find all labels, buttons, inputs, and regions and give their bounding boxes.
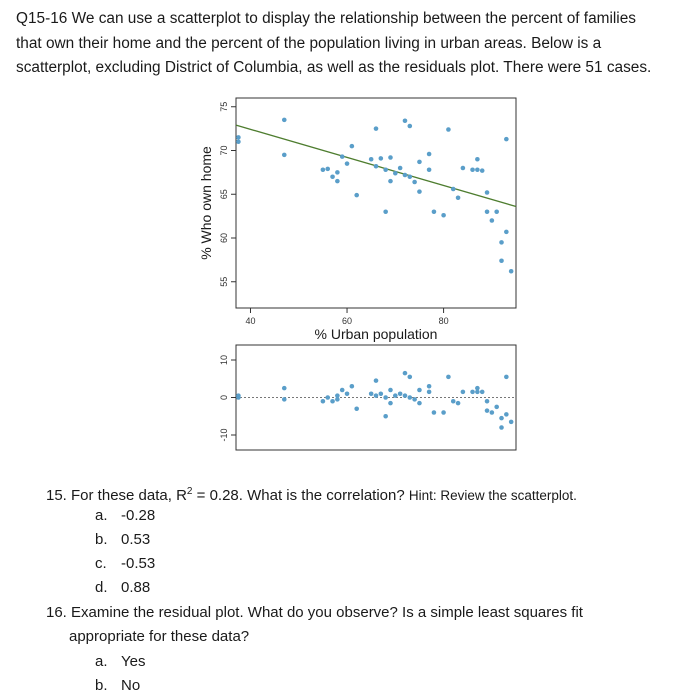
residual-point bbox=[432, 410, 437, 415]
residual-point bbox=[383, 414, 388, 419]
scatter-point bbox=[499, 258, 504, 263]
scatter-point bbox=[407, 174, 412, 179]
scatter-y-axis-label: % Who own home bbox=[198, 146, 214, 260]
residual-point bbox=[403, 393, 408, 398]
scatter-point bbox=[335, 170, 340, 175]
scatter-point bbox=[383, 209, 388, 214]
q15-option-c-text: -0.53 bbox=[121, 555, 156, 572]
residual-point bbox=[369, 391, 374, 396]
scatter-point bbox=[321, 167, 326, 172]
scatter-point bbox=[236, 135, 241, 140]
scatter-point bbox=[441, 213, 446, 218]
y-tick-label: 55 bbox=[219, 276, 229, 287]
scatter-point bbox=[461, 166, 466, 171]
y-tick-label: 75 bbox=[219, 101, 229, 112]
residual-point bbox=[490, 410, 495, 415]
scatter-points bbox=[236, 118, 513, 274]
scatter-point bbox=[330, 174, 335, 179]
scatter-point bbox=[475, 167, 480, 172]
residual-point bbox=[446, 375, 451, 380]
scatter-x-axis-label: % Urban population bbox=[314, 326, 438, 342]
residual-point bbox=[485, 408, 490, 413]
scatter-point bbox=[354, 193, 359, 198]
scatter-point bbox=[374, 126, 379, 131]
scatter-point bbox=[451, 187, 456, 192]
residual-point bbox=[407, 395, 412, 400]
scatter-point bbox=[379, 156, 384, 161]
scatter-point bbox=[388, 155, 393, 160]
residual-point bbox=[236, 395, 241, 400]
residual-point bbox=[340, 388, 345, 393]
residual-points bbox=[236, 371, 513, 430]
residual-point bbox=[417, 401, 422, 406]
residual-point bbox=[398, 391, 403, 396]
x-tick-label: 80 bbox=[438, 316, 449, 326]
residual-point bbox=[499, 425, 504, 430]
residual-point bbox=[388, 388, 393, 393]
residual-y-tick-label: 10 bbox=[219, 354, 229, 366]
residual-point bbox=[330, 399, 335, 404]
scatter-point bbox=[446, 127, 451, 132]
scatter-point bbox=[282, 153, 287, 158]
scatter-point bbox=[350, 144, 355, 149]
residual-point bbox=[403, 371, 408, 376]
intro-line-3: scatterplot, excluding District of Columbia, as well as the residuals plot. There were 51 cases. bbox=[16, 59, 652, 76]
scatter-point bbox=[504, 137, 509, 142]
scatter-point bbox=[485, 209, 490, 214]
question-15 bbox=[46, 482, 577, 506]
residual-point bbox=[345, 391, 350, 396]
residual-point bbox=[504, 375, 509, 380]
residual-point bbox=[499, 416, 504, 421]
scatter-point bbox=[427, 152, 432, 157]
residual-point bbox=[321, 399, 326, 404]
q16-option-b-letter: b. bbox=[95, 677, 108, 694]
residual-point bbox=[335, 393, 340, 398]
q15-option-a[interactable] bbox=[95, 506, 155, 526]
scatter-point bbox=[388, 179, 393, 184]
scatter-point bbox=[398, 166, 403, 171]
q15-option-a-letter: a. bbox=[95, 507, 108, 524]
residual-point bbox=[354, 406, 359, 411]
scatter-point bbox=[427, 167, 432, 172]
residual-point bbox=[509, 420, 514, 425]
scatter-point bbox=[494, 209, 499, 214]
residual-point bbox=[485, 399, 490, 404]
scatter-point bbox=[325, 167, 330, 172]
residual-point bbox=[393, 393, 398, 398]
residual-point bbox=[282, 386, 287, 391]
residual-point bbox=[456, 401, 461, 406]
intro-line-1: Q15-16 We can use a scatterplot to display the relationship between the percent of families bbox=[16, 10, 636, 27]
scatter-point bbox=[236, 139, 241, 144]
scatter-point bbox=[393, 171, 398, 176]
q15-option-a-text: -0.28 bbox=[121, 507, 156, 524]
scatter-y-axis bbox=[219, 102, 236, 287]
residual-point bbox=[504, 412, 509, 417]
scatter-x-axis bbox=[245, 308, 448, 326]
scatter-point bbox=[480, 168, 485, 173]
scatter-point bbox=[403, 173, 408, 178]
question-16-line-1: 16. Examine the residual plot. What do you observe? Is a simple least squares fit bbox=[46, 604, 583, 621]
q15-text-before: 15. For these data, R bbox=[46, 487, 187, 504]
scatter-point bbox=[383, 167, 388, 172]
residual-point bbox=[461, 390, 466, 395]
residual-point bbox=[475, 390, 480, 395]
residual-point bbox=[379, 391, 384, 396]
q16-option-a-text: Yes bbox=[121, 653, 146, 670]
residual-point bbox=[412, 397, 417, 402]
q16-option-a[interactable] bbox=[95, 652, 145, 672]
scatter-point bbox=[335, 179, 340, 184]
residual-point bbox=[388, 401, 393, 406]
q15-superscript: 2 bbox=[186, 486, 193, 497]
q15-hint: Hint: Review the scatterplot. bbox=[408, 488, 577, 503]
residual-point bbox=[427, 390, 432, 395]
scatter-point bbox=[456, 195, 461, 200]
q15-option-b-letter: b. bbox=[95, 531, 108, 548]
scatter-point bbox=[417, 160, 422, 165]
scatter-point bbox=[407, 124, 412, 129]
scatter-point bbox=[499, 240, 504, 245]
q15-option-d[interactable] bbox=[95, 578, 150, 598]
residual-point bbox=[494, 405, 499, 410]
scatter-point bbox=[412, 180, 417, 185]
q15-option-d-letter: d. bbox=[95, 579, 108, 596]
scatter-point bbox=[509, 269, 514, 274]
residual-point bbox=[374, 393, 379, 398]
residual-point bbox=[383, 395, 388, 400]
residual-y-tick-label: -10 bbox=[219, 428, 229, 442]
q15-option-c-letter: c. bbox=[95, 555, 107, 572]
q15-option-b[interactable] bbox=[95, 530, 150, 550]
residual-point bbox=[470, 390, 475, 395]
residual-point bbox=[451, 399, 456, 404]
scatter-point bbox=[432, 209, 437, 214]
residual-point bbox=[407, 375, 412, 380]
y-tick-label: 65 bbox=[219, 189, 229, 200]
x-tick-label: 40 bbox=[245, 316, 256, 326]
scatter-point bbox=[417, 189, 422, 194]
residual-point bbox=[441, 410, 446, 415]
scatter-point bbox=[470, 167, 475, 172]
q16-option-b[interactable] bbox=[95, 676, 140, 696]
x-tick-label: 60 bbox=[342, 316, 353, 326]
scatter-point bbox=[475, 157, 480, 162]
scatter-point bbox=[485, 190, 490, 195]
scatter-point bbox=[282, 118, 287, 123]
scatter-point bbox=[490, 218, 495, 223]
question-16-line-2: appropriate for these data? bbox=[69, 628, 250, 645]
intro-line-2: that own their home and the percent of the population living in urban areas. Below is a bbox=[16, 34, 602, 52]
q16-option-a-letter: a. bbox=[95, 653, 108, 670]
q16-option-b-text: No bbox=[121, 677, 141, 694]
y-tick-label: 60 bbox=[219, 232, 229, 244]
residual-point bbox=[417, 388, 422, 393]
scatter-point bbox=[340, 154, 345, 159]
scatter-point bbox=[504, 230, 509, 235]
residual-point bbox=[374, 378, 379, 383]
residual-point bbox=[480, 390, 485, 395]
residual-point bbox=[325, 395, 330, 400]
residual-y-tick-label: 0 bbox=[219, 394, 229, 401]
scatter-point bbox=[403, 118, 408, 123]
q15-option-b-text: 0.53 bbox=[121, 531, 151, 548]
residual-point bbox=[427, 384, 432, 389]
residual-point bbox=[282, 397, 287, 402]
residual-point bbox=[350, 384, 355, 389]
residual-y-axis bbox=[219, 355, 236, 442]
scatter-point bbox=[374, 164, 379, 169]
scatter-point bbox=[369, 157, 374, 162]
q15-option-c[interactable] bbox=[95, 554, 155, 574]
q15-option-d-text: 0.88 bbox=[121, 579, 151, 596]
q15-text-after: = 0.28. What is the correlation? bbox=[192, 487, 405, 504]
scatter-point bbox=[345, 161, 350, 166]
y-tick-label: 70 bbox=[219, 145, 229, 156]
